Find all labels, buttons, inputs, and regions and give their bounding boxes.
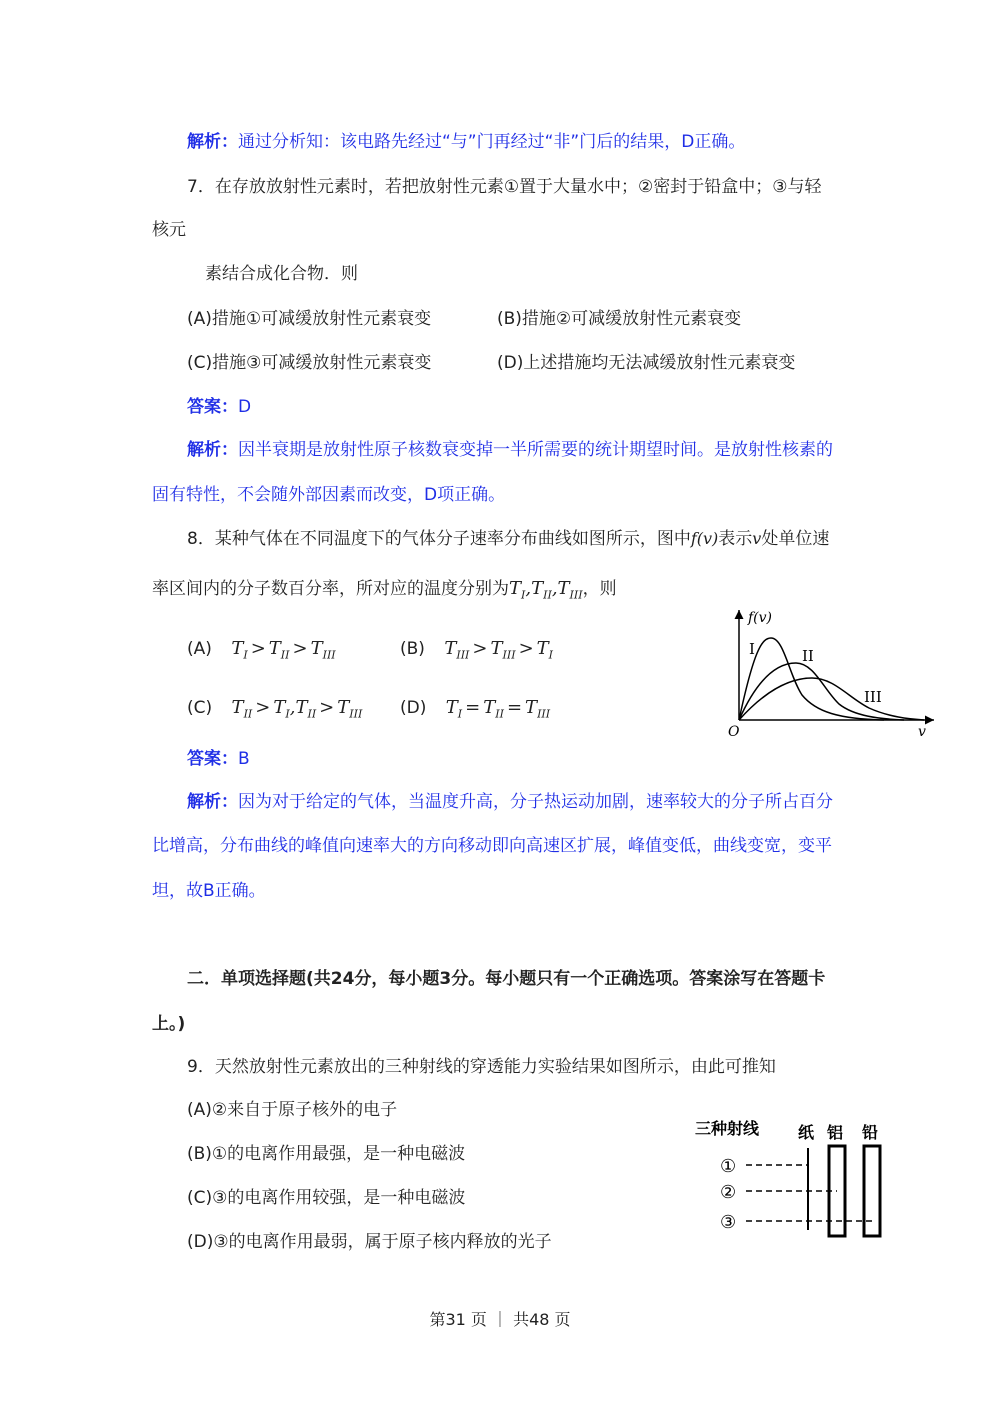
option-label: (D) [400, 698, 427, 718]
q9-option-a: (A)②来自于原子核外的电子 [187, 1100, 398, 1120]
ray-3-label: ③ [720, 1212, 737, 1233]
option-formula: $T_{II} > T_I,T_{II} > T_{III}$ [231, 697, 363, 721]
answer-label: 答案： [187, 397, 238, 417]
q7-option-b: (B)措施②可减缓放射性元素衰变 [497, 309, 742, 329]
answer-value: B [238, 749, 250, 769]
curve-i-label: I [749, 640, 755, 658]
q8-stem-text-a: 8．某种气体在不同温度下的气体分子速率分布曲线如图所示，图中 [187, 529, 691, 549]
q7-stem-line1: 7．在存放放射性元素时，若把放射性元素①置于大量水中；②密封于铅盒中；③与轻 [187, 177, 822, 197]
q8-distribution-figure [724, 600, 944, 745]
q8-stem-f: f(v) [690, 529, 719, 548]
q9-stem: 9．天然放射性元素放出的三种射线的穿透能力实验结果如图所示，由此可推知 [187, 1057, 776, 1077]
curve-iii-label: III [864, 688, 882, 706]
q7-answer [187, 396, 251, 418]
q8-analysis-line2: 比增高，分布曲线的峰值向速率大的方向移动即向高速区扩展，峰值变低，曲线变宽，变平 [152, 836, 832, 856]
q8-answer [187, 748, 250, 770]
q8-stem-v: v [752, 529, 762, 548]
option-label: (B) [400, 639, 425, 659]
intro-analysis [187, 131, 745, 153]
q8-stem-text-b: 表示 [718, 529, 753, 549]
q8-stem-text-e: ，则 [582, 579, 617, 599]
answer-value: D [238, 397, 252, 417]
q7-option-d: (D)上述措施均无法减缓放射性元素衰变 [497, 353, 796, 373]
page-footer: 第31 页 ｜ 共48 页 [429, 1310, 571, 1329]
analysis-label: 解析： [187, 132, 238, 152]
analysis-label: 解析： [187, 440, 238, 460]
aluminum-label: 铝 [827, 1123, 844, 1142]
q8-stem-text-c: 处单位速 [761, 529, 830, 549]
ray-1-label: ① [720, 1156, 737, 1177]
q8-analysis-line1 [187, 791, 833, 813]
option-formula: $T_{III} > T_{III} > T_I$ [444, 638, 554, 662]
q8-option-b [400, 638, 553, 667]
q8-option-c [187, 697, 362, 726]
q8-option-a [187, 638, 336, 667]
section-heading-line2: 上。) [152, 1014, 186, 1034]
q9-option-c: (C)③的电离作用较强，是一种电磁波 [187, 1188, 466, 1208]
q7-analysis-line1 [187, 439, 833, 461]
q8-temperatures: $T_I,T_{II},T_{III}$ [509, 578, 583, 602]
q9-rays-figure [690, 1112, 890, 1242]
figure-title: 三种射线 [695, 1119, 760, 1138]
curve-ii-label: II [802, 647, 814, 665]
section-heading-line1: 二．单项选择题(共24分，每小题3分。每小题只有一个正确选项。答案涂写在答题卡 [187, 969, 826, 989]
analysis-text: 通过分析知：该电路先经过“与”门再经过“非”门后的结果，D正确。 [238, 132, 746, 152]
origin-label: O [728, 724, 740, 740]
analysis-text: 因半衰期是放射性原子核数衰变掉一半所需要的统计期望时间。是放射性核素的 [238, 440, 833, 460]
q8-stem-line2 [152, 578, 617, 607]
q9-option-b: (B)①的电离作用最强，是一种电磁波 [187, 1144, 466, 1164]
q7-stem-line2: 核元 [152, 220, 186, 240]
analysis-label: 解析： [187, 792, 238, 812]
q8-analysis-line3: 坦，故B正确。 [152, 881, 266, 901]
lead-plate [864, 1146, 880, 1236]
x-axis-label: v [918, 724, 926, 740]
y-axis-label: f(v) [748, 610, 773, 626]
option-formula: $T_I > T_{II} > T_{III}$ [231, 638, 336, 662]
q8-stem-line1 [187, 528, 829, 550]
q8-option-d [400, 697, 550, 726]
q7-option-a: (A)措施①可减缓放射性元素衰变 [187, 309, 432, 329]
lead-label: 铅 [862, 1123, 879, 1142]
answer-label: 答案： [187, 749, 238, 769]
paper-label: 纸 [798, 1123, 815, 1142]
ray-2-label: ② [720, 1182, 737, 1203]
q9-option-d: (D)③的电离作用最弱，属于原子核内释放的光子 [187, 1232, 552, 1252]
option-formula: $T_I = T_{II} = T_{III}$ [445, 697, 551, 721]
q8-stem-text-d: 率区间内的分子数百分率，所对应的温度分别为 [152, 579, 509, 599]
option-label: (A) [187, 639, 212, 659]
analysis-text: 因为对于给定的气体，当温度升高，分子热运动加剧，速率较大的分子所占百分 [238, 792, 833, 812]
q7-stem-line3: 素结合成化合物．则 [205, 264, 358, 284]
option-label: (C) [187, 698, 213, 718]
q7-analysis-line2: 固有特性，不会随外部因素而改变，D项正确。 [152, 485, 506, 505]
q7-option-c: (C)措施③可减缓放射性元素衰变 [187, 353, 432, 373]
